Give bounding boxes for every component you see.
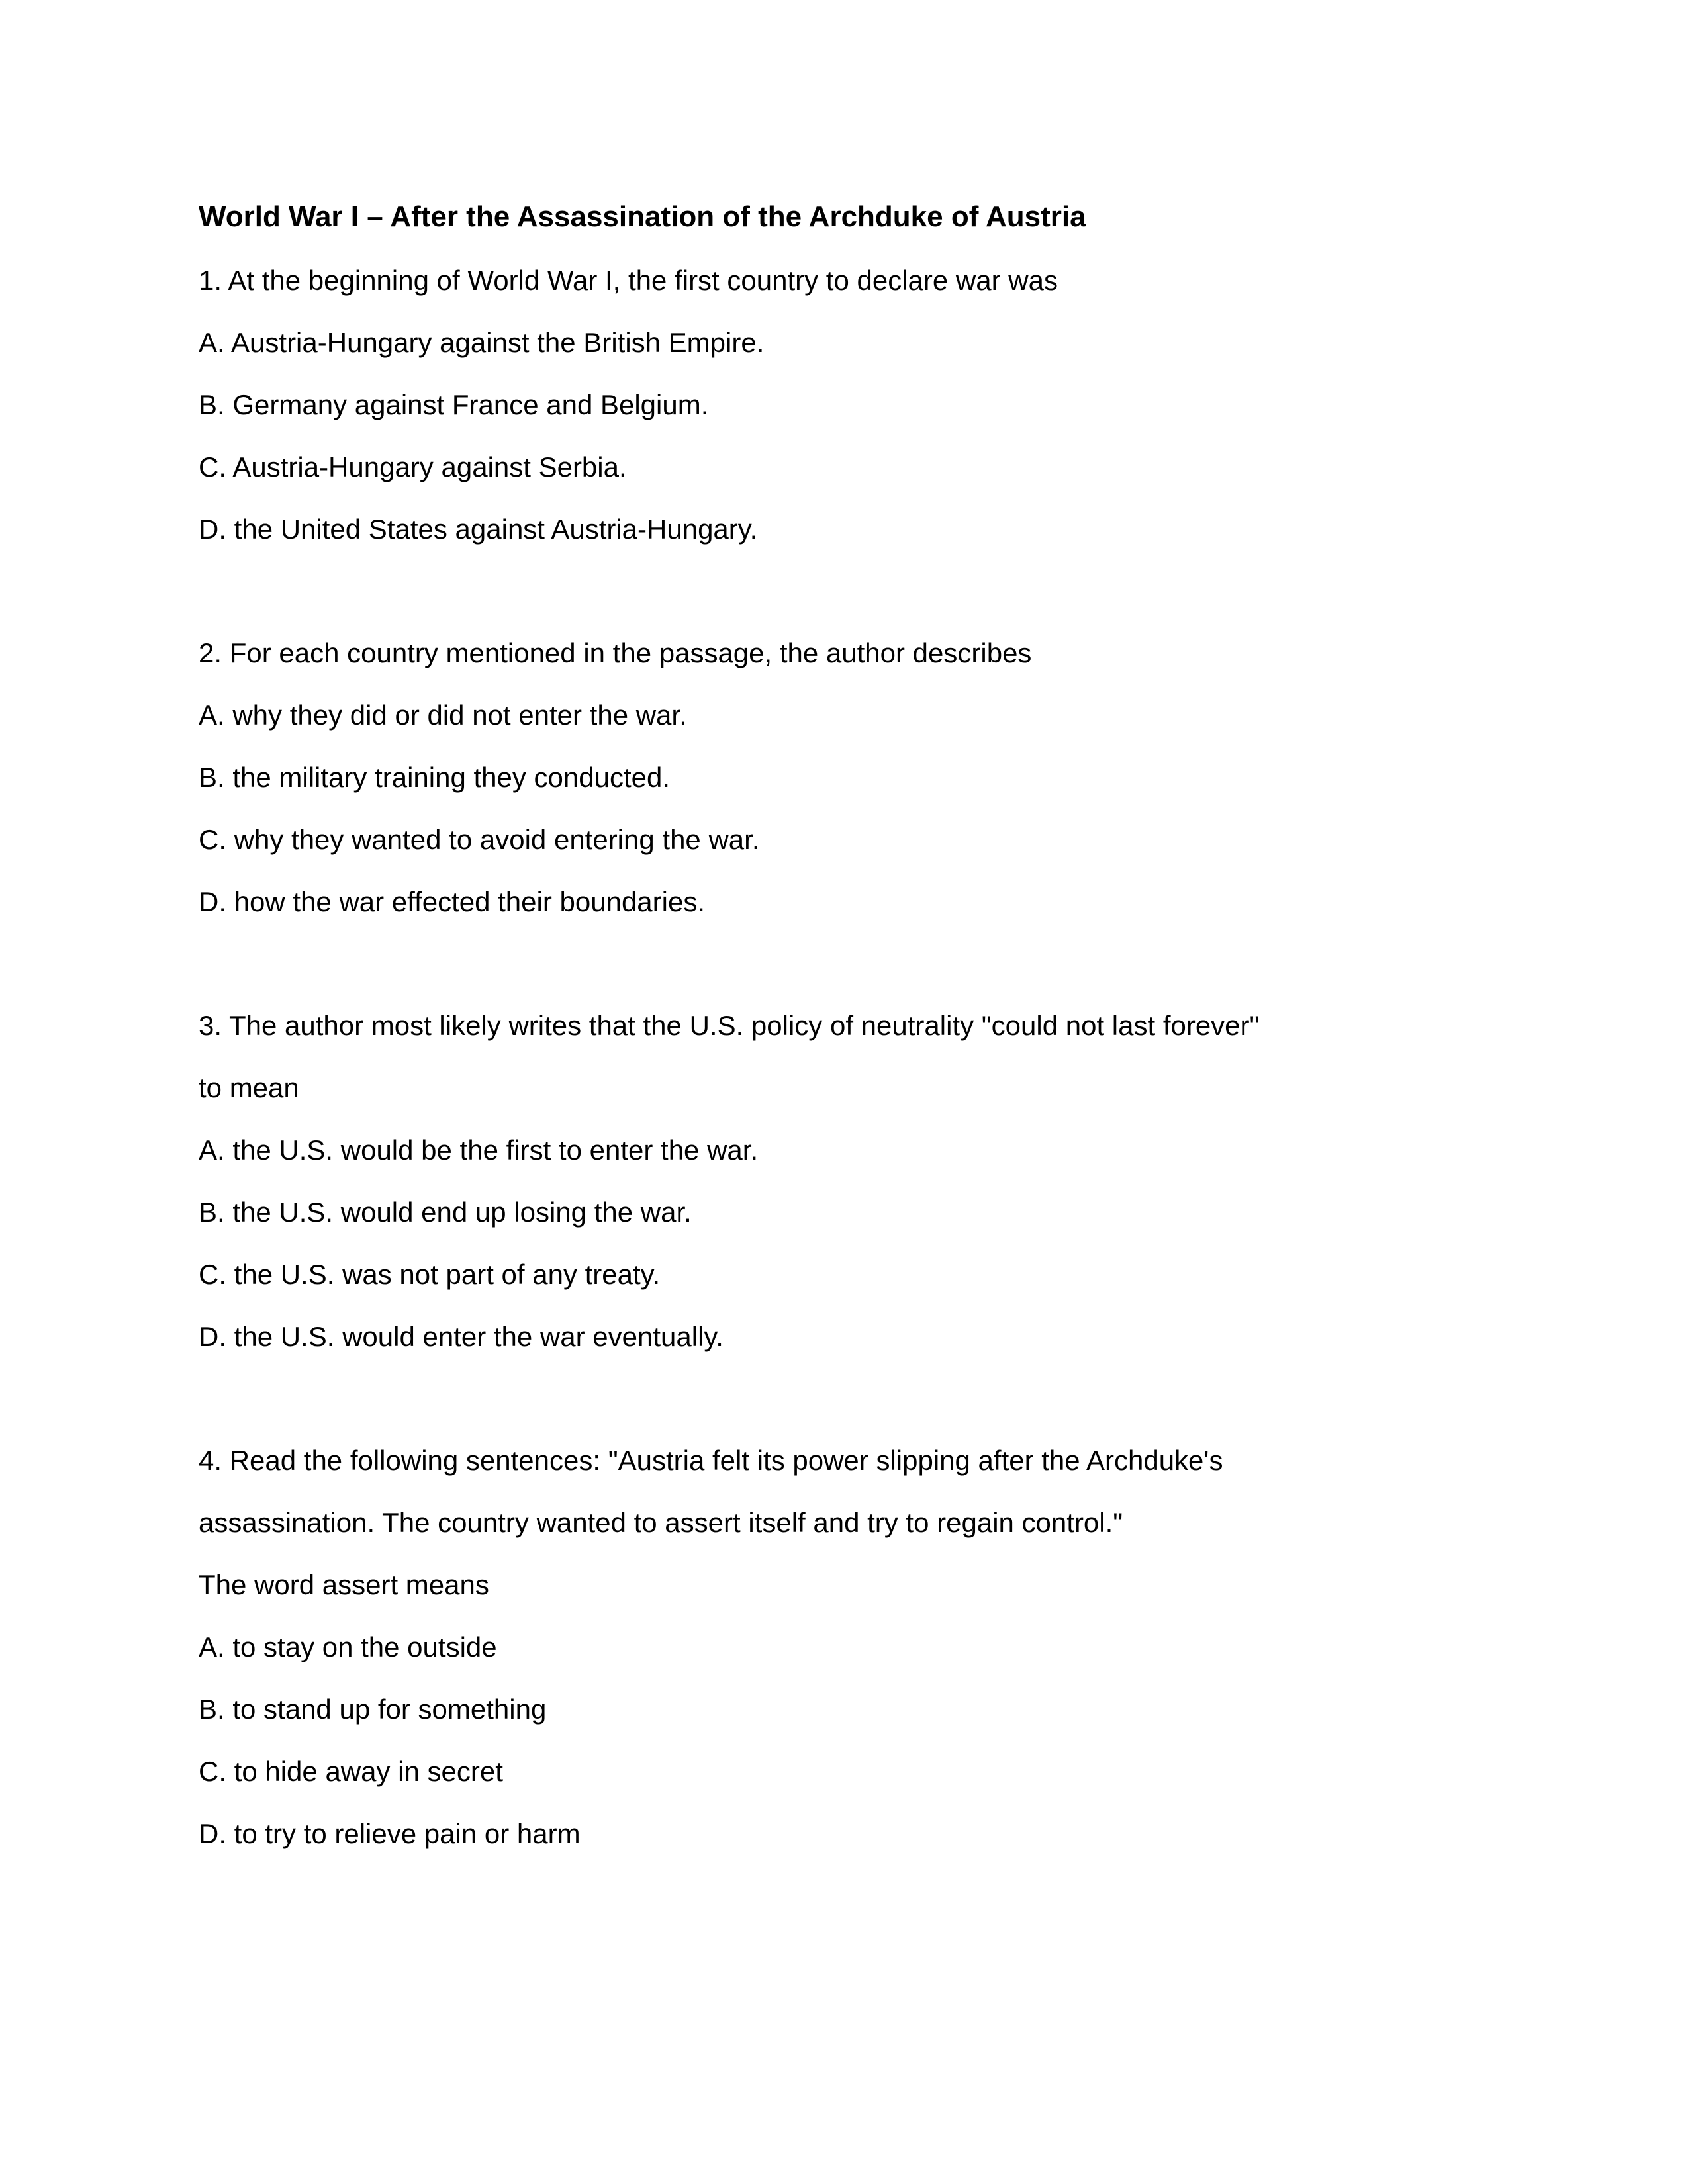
question-1-option-a: A. Austria-Hungary against the British Empire. xyxy=(199,327,765,358)
question-1-option-c: C. Austria-Hungary against Serbia. xyxy=(199,451,627,482)
question-3-option-b: B. the U.S. would end up losing the war. xyxy=(199,1197,692,1228)
question-1-option-d: D. the United States against Austria-Hungary. xyxy=(199,514,758,545)
question-4-option-d: D. to try to relieve pain or harm xyxy=(199,1818,581,1849)
question-3-prompt-line-1: 3. The author most likely writes that the U.S. policy of neutrality "could not last forever" xyxy=(199,1010,1260,1041)
question-1-prompt: 1. At the beginning of World War I, the first country to declare war was xyxy=(199,265,1058,296)
question-2-prompt: 2. For each country mentioned in the passage, the author describes xyxy=(199,637,1032,668)
question-3-option-d: D. the U.S. would enter the war eventually. xyxy=(199,1321,724,1352)
page-title: World War I – After the Assassination of the Archduke of Austria xyxy=(199,201,1086,233)
question-4-prompt-line-2: assassination. The country wanted to assert itself and try to regain control." xyxy=(199,1507,1123,1538)
question-4-prompt-line-1: 4. Read the following sentences: "Austria felt its power slipping after the Archduke's xyxy=(199,1445,1223,1476)
question-1-option-b: B. Germany against France and Belgium. xyxy=(199,389,709,420)
question-2-option-d: D. how the war effected their boundaries. xyxy=(199,886,706,917)
question-2-option-a: A. why they did or did not enter the war. xyxy=(199,700,687,731)
question-3-option-a: A. the U.S. would be the first to enter the war. xyxy=(199,1134,759,1165)
question-2-option-b: B. the military training they conducted. xyxy=(199,762,671,793)
question-4-prompt-line-3: The word assert means xyxy=(199,1569,489,1600)
question-3-prompt-line-2: to mean xyxy=(199,1072,299,1103)
question-4-option-a: A. to stay on the outside xyxy=(199,1631,497,1662)
question-4-option-b: B. to stand up for something xyxy=(199,1694,547,1725)
question-2-option-c: C. why they wanted to avoid entering the war. xyxy=(199,824,760,855)
question-3-option-c: C. the U.S. was not part of any treaty. xyxy=(199,1259,661,1290)
question-4-option-c: C. to hide away in secret xyxy=(199,1756,503,1787)
